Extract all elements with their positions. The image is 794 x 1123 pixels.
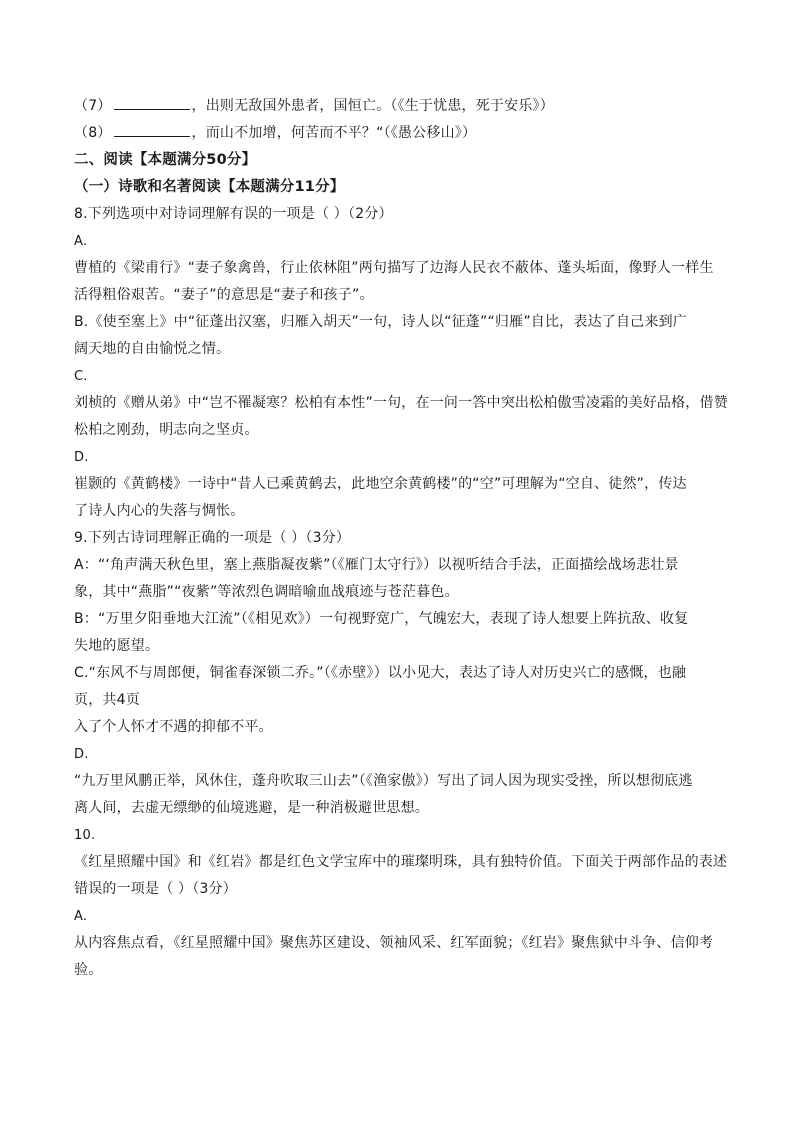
q9-line: C.“东风不与周郎便，铜雀春深锁二乔。”（《赤壁》）以小见大，表达了诗人对历史兴亡的感慨，也融	[74, 665, 687, 681]
q8-option-d-line: 崔颢的《黄鹤楼》一诗中“昔人已乘黄鹤去，此地空余黄鹤楼”的“空”可理解为“空自、徒然”，传达	[74, 476, 687, 492]
q10-line: 验。	[74, 962, 103, 978]
q10-number: 10.	[74, 828, 96, 843]
q10-line: 从内容焦点看，《红星照耀中国》聚焦苏区建设、领袖风采、红军面貌；《红岩》聚焦狱中斗争、信仰考	[74, 935, 714, 951]
q9-stem: 9.下列古诗词理解正确的一项是（ ）（3分）	[74, 530, 351, 546]
fill-item-8	[74, 120, 724, 147]
subsection-one-heading: （一）诗歌和名著阅读【本题满分11分】	[74, 179, 345, 195]
q8-option-a-line: 活得粗俗艰苦。“妻子”的意思是“妻子和孩子”。	[74, 287, 374, 303]
document-page	[74, 93, 728, 984]
q9-line: B：“万里夕阳垂地大江流”（《相见欢》）一句视野宽广，气魄宏大，表现了诗人想要上阵抗敌、收复	[74, 611, 689, 627]
answer-blank[interactable]	[114, 95, 190, 110]
fill-item-number: （8）	[74, 125, 112, 141]
q8-option-b-line: B.《使至塞上》中“征蓬出汉塞，归雁入胡天”一句，诗人以“征蓬”“归雁”自比，表达了自己来到广	[74, 314, 687, 330]
q8-option-c-line: 刘桢的《赠从弟》中“岂不罹凝寒？松柏有本性”一句，在一问一答中突出松柏傲雪凌霜的美好品格，借赞	[74, 395, 728, 411]
q8-option-c-label: C.	[74, 369, 88, 384]
q10-line: 《红星照耀中国》和《红岩》都是红色文学宝库中的璀璨明珠，具有独特价值。下面关于两部作品的表述	[74, 854, 728, 870]
q8-option-c-line: 松柏之刚劲，明志向之坚贞。	[74, 422, 259, 438]
answer-blank[interactable]	[114, 122, 190, 137]
q9-line: 离人间，去虚无缥缈的仙境逃避，是一种消极避世思想。	[74, 800, 429, 816]
page-footer-text: 页，共4页	[74, 692, 140, 708]
q10-option-a-label: A.	[74, 909, 88, 924]
fill-item-text: ，出则无敌国外患者，国恒亡。（《生于忧患，死于安乐》）	[191, 98, 554, 114]
q8-stem: 8.下列选项中对诗词理解有误的一项是（ ）（2分）	[74, 206, 393, 222]
q9-line: 入了个人怀才不遇的抑郁不平。	[74, 719, 273, 735]
q9-option-d-label: D.	[74, 747, 89, 762]
q9-line: “九万里风鹏正举，风休住，蓬舟吹取三山去”（《渔家傲》）写出了词人因为现实受挫，所以想彻底逃	[74, 773, 693, 789]
q8-option-a-label: A.	[74, 234, 88, 249]
q10-line: 错误的一项是（ ）（3分）	[74, 881, 237, 897]
section-two-heading: 二、阅读【本题满分50分】	[74, 152, 257, 168]
fill-item-number: （7）	[74, 98, 112, 114]
q8-option-a-line: 曹植的《梁甫行》“妻子象禽兽，行止依林阻”两句描写了边海人民衣不蔽体、蓬头垢面，像野人一样生	[74, 260, 714, 276]
q8-option-b-line: 阔天地的自由愉悦之情。	[74, 341, 231, 357]
q8-option-d-line: 了诗人内心的失落与惆怅。	[74, 503, 245, 519]
q9-line: A：“‘角声满天秋色里，塞上燕脂凝夜紫”（《雁门太守行》）以视听结合手法，正面描绘战场悲壮景	[74, 557, 679, 573]
q9-line: 象，其中“燕脂”“夜紫”等浓烈色调暗喻血战痕迹与苍茫暮色。	[74, 584, 459, 600]
q8-option-d-label: D.	[74, 450, 89, 465]
fill-item-text: ，而山不加增，何苦而不平？“（《愚公移山》）	[191, 125, 477, 141]
q9-line: 失地的愿望。	[74, 638, 160, 654]
fill-item-7	[74, 93, 724, 120]
